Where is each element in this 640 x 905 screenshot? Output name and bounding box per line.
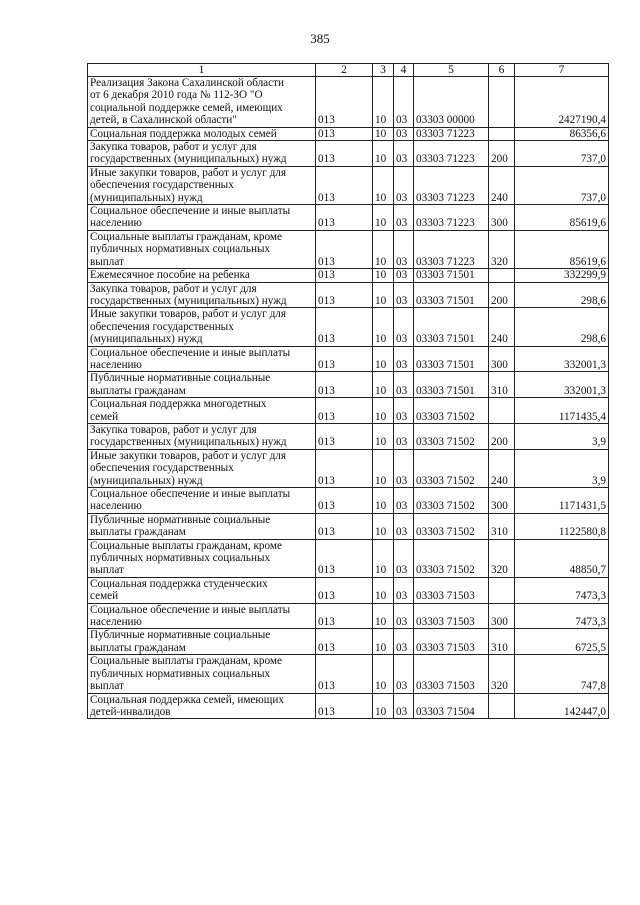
ministry-code-cell: 013	[316, 398, 373, 424]
amount-cell: 142447,0	[515, 693, 609, 719]
amount-cell: 332299,9	[515, 269, 609, 282]
section-code-cell: 10	[373, 693, 394, 719]
ministry-code-cell: 013	[316, 127, 373, 140]
table-row	[88, 577, 609, 603]
expense-type-cell: 310	[489, 372, 515, 398]
row-name-line: Социальное обеспечение и иные выплаты	[90, 205, 291, 218]
column-header: 3	[373, 64, 394, 77]
row-name-cell	[88, 282, 316, 308]
amount-cell: 332001,3	[515, 346, 609, 372]
ministry-code-cell: 013	[316, 488, 373, 514]
target-article-cell: 03303 71502	[414, 513, 489, 539]
ministry-code-cell: 013	[316, 423, 373, 449]
section-code-cell: 10	[373, 308, 394, 346]
row-name-cell	[88, 539, 316, 577]
amount-cell: 85619,6	[515, 205, 609, 231]
expense-type-cell: 200	[489, 282, 515, 308]
subsection-code-cell: 03	[394, 141, 414, 167]
column-header: 7	[515, 64, 609, 77]
row-name-line: Социальное обеспечение и иные выплаты	[90, 346, 291, 359]
ministry-code-cell: 013	[316, 539, 373, 577]
row-name-line: Иные закупки товаров, работ и услуг для	[90, 166, 287, 179]
subsection-code-cell: 03	[394, 269, 414, 282]
table-header-row	[88, 64, 609, 77]
row-name-line: детей-инвалидов	[90, 705, 171, 718]
subsection-code-cell: 03	[394, 693, 414, 719]
subsection-code-cell: 03	[394, 398, 414, 424]
row-name-line: семей	[90, 410, 119, 423]
table-row	[88, 308, 609, 346]
ministry-code-cell: 013	[316, 655, 373, 693]
row-name-cell	[88, 577, 316, 603]
column-header: 2	[316, 64, 373, 77]
table-row	[88, 230, 609, 268]
section-code-cell: 10	[373, 127, 394, 140]
target-article-cell: 03303 71503	[414, 577, 489, 603]
row-name-cell	[88, 398, 316, 424]
amount-cell: 2427190,4	[515, 77, 609, 128]
expense-type-cell: 200	[489, 141, 515, 167]
amount-cell: 332001,3	[515, 372, 609, 398]
row-name-line: Закупка товаров, работ и услуг для	[90, 141, 257, 154]
ministry-code-cell: 013	[316, 513, 373, 539]
row-name-line: выплат	[90, 255, 124, 268]
column-header: 4	[394, 64, 414, 77]
expense-type-cell: 300	[489, 346, 515, 372]
row-name-line: Закупка товаров, работ и услуг для	[90, 282, 257, 295]
target-article-cell: 03303 71502	[414, 539, 489, 577]
amount-cell: 747,8	[515, 655, 609, 693]
table-row	[88, 166, 609, 204]
row-name-line: Социальная поддержка многодетных	[90, 398, 267, 411]
section-code-cell: 10	[373, 282, 394, 308]
ministry-code-cell: 013	[316, 205, 373, 231]
table-row	[88, 539, 609, 577]
expense-type-cell: 310	[489, 629, 515, 655]
row-name-line: (муниципальных) нужд	[90, 474, 203, 487]
subsection-code-cell: 03	[394, 166, 414, 204]
section-code-cell: 10	[373, 77, 394, 128]
ministry-code-cell: 013	[316, 166, 373, 204]
subsection-code-cell: 03	[394, 488, 414, 514]
ministry-code-cell: 013	[316, 449, 373, 487]
subsection-code-cell: 03	[394, 655, 414, 693]
budget-table	[87, 63, 609, 719]
section-code-cell: 10	[373, 655, 394, 693]
expense-type-cell: 300	[489, 603, 515, 629]
subsection-code-cell: 03	[394, 539, 414, 577]
table-row	[88, 693, 609, 719]
table-body	[88, 77, 609, 719]
expense-type-cell: 310	[489, 513, 515, 539]
target-article-cell: 03303 71501	[414, 346, 489, 372]
table-row	[88, 488, 609, 514]
row-name-line: государственных (муниципальных) нужд	[90, 436, 287, 449]
amount-cell: 1171431,5	[515, 488, 609, 514]
expense-type-cell: 240	[489, 449, 515, 487]
expense-type-cell	[489, 398, 515, 424]
ministry-code-cell: 013	[316, 141, 373, 167]
ministry-code-cell: 013	[316, 269, 373, 282]
subsection-code-cell: 03	[394, 230, 414, 268]
amount-cell: 7473,3	[515, 577, 609, 603]
row-name-line: обеспечения государственных	[90, 320, 234, 333]
subsection-code-cell: 03	[394, 513, 414, 539]
expense-type-cell: 300	[489, 488, 515, 514]
ministry-code-cell: 013	[316, 230, 373, 268]
amount-cell: 298,6	[515, 282, 609, 308]
section-code-cell: 10	[373, 398, 394, 424]
row-name-line: семей	[90, 590, 119, 603]
row-name-cell	[88, 127, 316, 140]
row-name-line: выплат	[90, 680, 124, 693]
row-name-line: Социальные выплаты гражданам, кроме	[90, 539, 282, 552]
row-name-line: населению	[90, 217, 142, 230]
target-article-cell: 03303 71502	[414, 449, 489, 487]
row-name-cell	[88, 513, 316, 539]
row-name-line: населению	[90, 358, 142, 371]
amount-cell: 3,9	[515, 423, 609, 449]
expense-type-cell: 320	[489, 655, 515, 693]
row-name-line: Социальная поддержка молодых семей	[90, 127, 277, 140]
target-article-cell: 03303 71502	[414, 423, 489, 449]
subsection-code-cell: 03	[394, 346, 414, 372]
row-name-line: (муниципальных) нужд	[90, 191, 203, 204]
row-name-cell	[88, 693, 316, 719]
expense-type-cell: 300	[489, 205, 515, 231]
row-name-line: Социальные выплаты гражданам, кроме	[90, 230, 282, 243]
table-row	[88, 603, 609, 629]
section-code-cell: 10	[373, 513, 394, 539]
expense-type-cell	[489, 77, 515, 128]
subsection-code-cell: 03	[394, 423, 414, 449]
row-name-line: государственных (муниципальных) нужд	[90, 153, 287, 166]
amount-cell: 85619,6	[515, 230, 609, 268]
table-row	[88, 346, 609, 372]
section-code-cell: 10	[373, 488, 394, 514]
row-name-line: Закупка товаров, работ и услуг для	[90, 423, 257, 436]
table-row	[88, 513, 609, 539]
section-code-cell: 10	[373, 629, 394, 655]
target-article-cell: 03303 71504	[414, 693, 489, 719]
ministry-code-cell: 013	[316, 308, 373, 346]
amount-cell: 1122580,8	[515, 513, 609, 539]
row-name-line: выплат	[90, 564, 124, 577]
row-name-cell	[88, 488, 316, 514]
target-article-cell: 03303 71223	[414, 127, 489, 140]
row-name-cell	[88, 77, 316, 128]
section-code-cell: 10	[373, 230, 394, 268]
table-row	[88, 372, 609, 398]
ministry-code-cell: 013	[316, 603, 373, 629]
subsection-code-cell: 03	[394, 77, 414, 128]
row-name-line: публичных нормативных социальных	[90, 667, 271, 680]
expense-type-cell: 320	[489, 539, 515, 577]
target-article-cell: 03303 71223	[414, 230, 489, 268]
subsection-code-cell: 03	[394, 603, 414, 629]
target-article-cell: 03303 71223	[414, 141, 489, 167]
row-name-line: обеспечения государственных	[90, 179, 234, 192]
target-article-cell: 03303 71502	[414, 488, 489, 514]
row-name-cell	[88, 346, 316, 372]
target-article-cell: 03303 71503	[414, 655, 489, 693]
subsection-code-cell: 03	[394, 205, 414, 231]
row-name-cell	[88, 205, 316, 231]
row-name-line: публичных нормативных социальных	[90, 552, 271, 565]
amount-cell: 1171435,4	[515, 398, 609, 424]
section-code-cell: 10	[373, 423, 394, 449]
table-row	[88, 449, 609, 487]
ministry-code-cell: 013	[316, 282, 373, 308]
amount-cell: 6725,5	[515, 629, 609, 655]
row-name-line: выплаты гражданам	[90, 384, 186, 397]
row-name-line: детей, в Сахалинской области"	[90, 114, 237, 127]
row-name-line: Социальные выплаты гражданам, кроме	[90, 655, 282, 668]
ministry-code-cell: 013	[316, 629, 373, 655]
amount-cell: 86356,6	[515, 127, 609, 140]
subsection-code-cell: 03	[394, 282, 414, 308]
row-name-cell	[88, 372, 316, 398]
section-code-cell: 10	[373, 539, 394, 577]
target-article-cell: 03303 71223	[414, 166, 489, 204]
row-name-line: выплаты гражданам	[90, 526, 186, 539]
row-name-line: Реализация Закона Сахалинской области	[90, 77, 284, 89]
column-header: 6	[489, 64, 515, 77]
ministry-code-cell: 013	[316, 372, 373, 398]
row-name-cell	[88, 449, 316, 487]
row-name-line: Публичные нормативные социальные	[90, 513, 271, 526]
row-name-cell	[88, 603, 316, 629]
subsection-code-cell: 03	[394, 127, 414, 140]
section-code-cell: 10	[373, 346, 394, 372]
section-code-cell: 10	[373, 205, 394, 231]
section-code-cell: 10	[373, 577, 394, 603]
row-name-line: Социальное обеспечение и иные выплаты	[90, 488, 291, 500]
column-header: 5	[414, 64, 489, 77]
target-article-cell: 03303 71501	[414, 282, 489, 308]
row-name-line: от 6 декабря 2010 года № 112-ЗО "О	[90, 89, 263, 102]
amount-cell: 7473,3	[515, 603, 609, 629]
section-code-cell: 10	[373, 269, 394, 282]
table-row	[88, 655, 609, 693]
row-name-line: публичных нормативных социальных	[90, 243, 271, 256]
target-article-cell: 03303 00000	[414, 77, 489, 128]
ministry-code-cell: 013	[316, 346, 373, 372]
column-header: 1	[88, 64, 316, 77]
row-name-line: Социальная поддержка студенческих	[90, 577, 268, 590]
table-row	[88, 282, 609, 308]
target-article-cell: 03303 71503	[414, 629, 489, 655]
amount-cell: 737,0	[515, 141, 609, 167]
section-code-cell: 10	[373, 141, 394, 167]
target-article-cell: 03303 71503	[414, 603, 489, 629]
target-article-cell: 03303 71501	[414, 372, 489, 398]
expense-type-cell	[489, 127, 515, 140]
amount-cell: 3,9	[515, 449, 609, 487]
table-row	[88, 423, 609, 449]
table-row	[88, 77, 609, 128]
expense-type-cell: 240	[489, 308, 515, 346]
ministry-code-cell: 013	[316, 577, 373, 603]
target-article-cell: 03303 71501	[414, 269, 489, 282]
table-row	[88, 269, 609, 282]
table-row	[88, 629, 609, 655]
row-name-line: (муниципальных) нужд	[90, 333, 203, 346]
expense-type-cell	[489, 693, 515, 719]
row-name-line: Иные закупки товаров, работ и услуг для	[90, 308, 287, 321]
section-code-cell: 10	[373, 603, 394, 629]
amount-cell: 298,6	[515, 308, 609, 346]
subsection-code-cell: 03	[394, 577, 414, 603]
row-name-cell	[88, 269, 316, 282]
target-article-cell: 03303 71501	[414, 308, 489, 346]
amount-cell: 737,0	[515, 166, 609, 204]
row-name-line: населению	[90, 500, 142, 513]
expense-type-cell	[489, 269, 515, 282]
ministry-code-cell: 013	[316, 693, 373, 719]
row-name-line: Публичные нормативные социальные	[90, 629, 271, 642]
row-name-line: населению	[90, 616, 142, 629]
row-name-cell	[88, 655, 316, 693]
expense-type-cell: 200	[489, 423, 515, 449]
amount-cell: 48850,7	[515, 539, 609, 577]
row-name-line: государственных (муниципальных) нужд	[90, 294, 287, 307]
ministry-code-cell: 013	[316, 77, 373, 128]
target-article-cell: 03303 71223	[414, 205, 489, 231]
row-name-line: Ежемесячное пособие на ребенка	[90, 269, 250, 282]
subsection-code-cell: 03	[394, 308, 414, 346]
table-row	[88, 205, 609, 231]
table-row	[88, 398, 609, 424]
row-name-cell	[88, 230, 316, 268]
section-code-cell: 10	[373, 372, 394, 398]
row-name-line: Социальная поддержка семей, имеющих	[90, 693, 284, 706]
row-name-cell	[88, 629, 316, 655]
table-row	[88, 127, 609, 140]
expense-type-cell	[489, 577, 515, 603]
row-name-cell	[88, 308, 316, 346]
expense-type-cell: 320	[489, 230, 515, 268]
row-name-line: Публичные нормативные социальные	[90, 372, 271, 385]
row-name-line: Иные закупки товаров, работ и услуг для	[90, 449, 287, 462]
row-name-cell	[88, 423, 316, 449]
table-row	[88, 141, 609, 167]
subsection-code-cell: 03	[394, 372, 414, 398]
target-article-cell: 03303 71502	[414, 398, 489, 424]
row-name-cell	[88, 166, 316, 204]
row-name-cell	[88, 141, 316, 167]
row-name-line: Социальное обеспечение и иные выплаты	[90, 603, 291, 616]
page-number: 385	[310, 31, 330, 46]
row-name-line: выплаты гражданам	[90, 641, 186, 654]
section-code-cell: 10	[373, 449, 394, 487]
expense-type-cell: 240	[489, 166, 515, 204]
section-code-cell: 10	[373, 166, 394, 204]
subsection-code-cell: 03	[394, 629, 414, 655]
row-name-line: обеспечения государственных	[90, 462, 234, 475]
subsection-code-cell: 03	[394, 449, 414, 487]
row-name-line: социальной поддержке семей, имеющих	[90, 101, 283, 114]
